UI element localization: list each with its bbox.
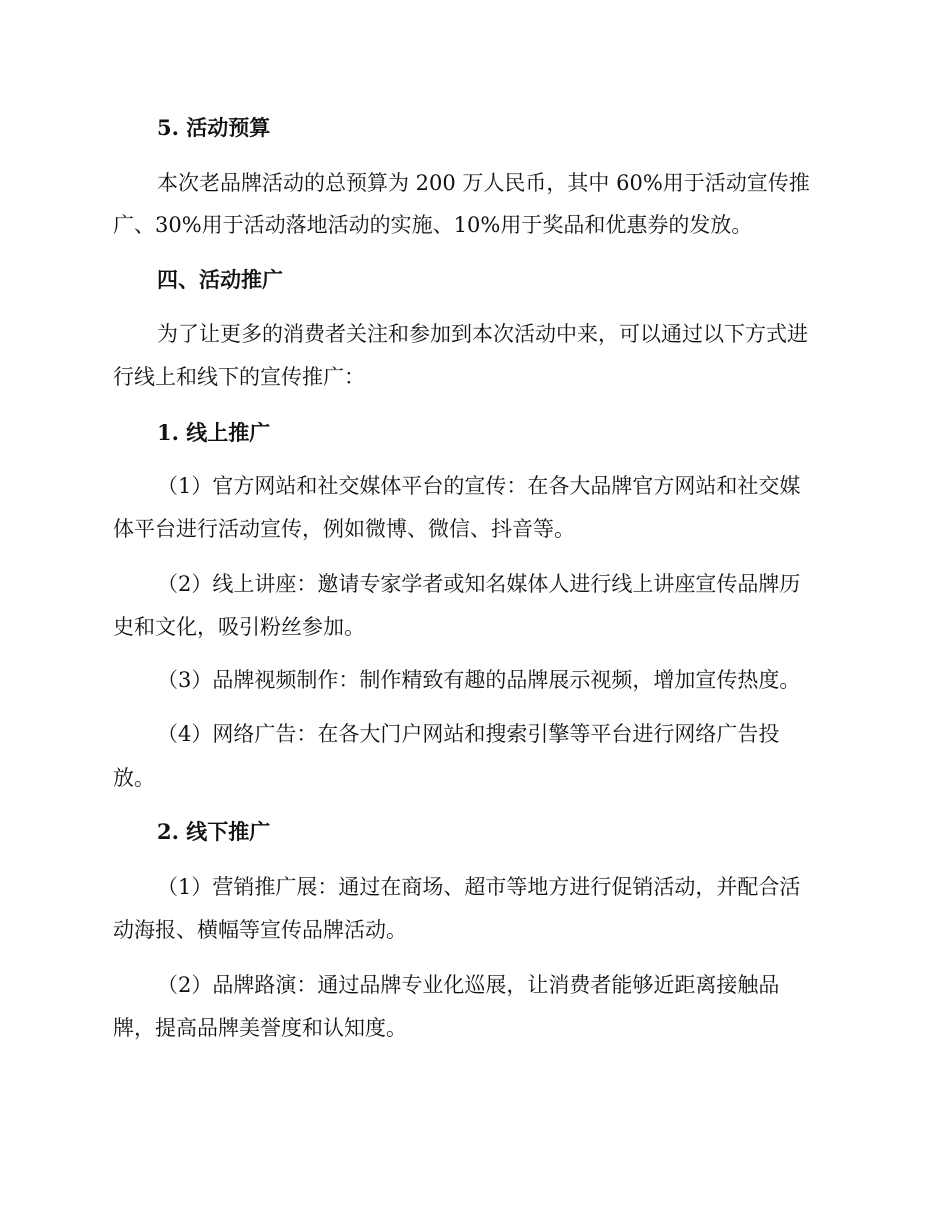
- paragraph-online-2-line-2: 史和文化，吸引粉丝参加。: [113, 615, 365, 639]
- paragraph-offline-1-line-1: （1）营销推广展：通过在商场、超市等地方进行促销活动，并配合活: [157, 875, 801, 899]
- section-heading-online: 1. 线上推广: [157, 420, 271, 445]
- paragraph-online-2-line-1: （2）线上讲座：邀请专家学者或知名媒体人进行线上讲座宣传品牌历: [157, 572, 801, 596]
- paragraph-online-1-line-2: 体平台进行活动宣传，例如微博、微信、抖音等。: [113, 517, 575, 541]
- paragraph-offline-2-line-1: （2）品牌路演：通过品牌专业化巡展，让消费者能够近距离接触品: [157, 973, 780, 997]
- paragraph-budget-line-1: 本次老品牌活动的总预算为 200 万人民币，其中 60%用于活动宣传推: [157, 171, 810, 195]
- section-heading-promotion: 四、活动推广: [157, 267, 283, 292]
- paragraph-online-4-line-1: （4）网络广告：在各大门户网站和搜索引擎等平台进行网络广告投: [157, 722, 780, 746]
- paragraph-budget-line-2: 广、30%用于活动落地活动的实施、10%用于奖品和优惠券的发放。: [113, 213, 753, 237]
- paragraph-online-3-line-1: （3）品牌视频制作：制作精致有趣的品牌展示视频，增加宣传热度。: [157, 668, 801, 692]
- paragraph-promotion-line-2: 行线上和线下的宣传推广：: [113, 365, 365, 389]
- section-heading-budget: 5. 活动预算: [157, 115, 271, 140]
- paragraph-online-4-line-2: 放。: [113, 766, 155, 790]
- paragraph-promotion-line-1: 为了让更多的消费者关注和参加到本次活动中来，可以通过以下方式进: [157, 322, 808, 346]
- paragraph-offline-1-line-2: 动海报、横幅等宣传品牌活动。: [113, 918, 407, 942]
- section-heading-offline: 2. 线下推广: [157, 819, 271, 844]
- paragraph-offline-2-line-2: 牌，提高品牌美誉度和认知度。: [113, 1016, 407, 1040]
- paragraph-online-1-line-1: （1）官方网站和社交媒体平台的宣传：在各大品牌官方网站和社交媒: [157, 474, 801, 498]
